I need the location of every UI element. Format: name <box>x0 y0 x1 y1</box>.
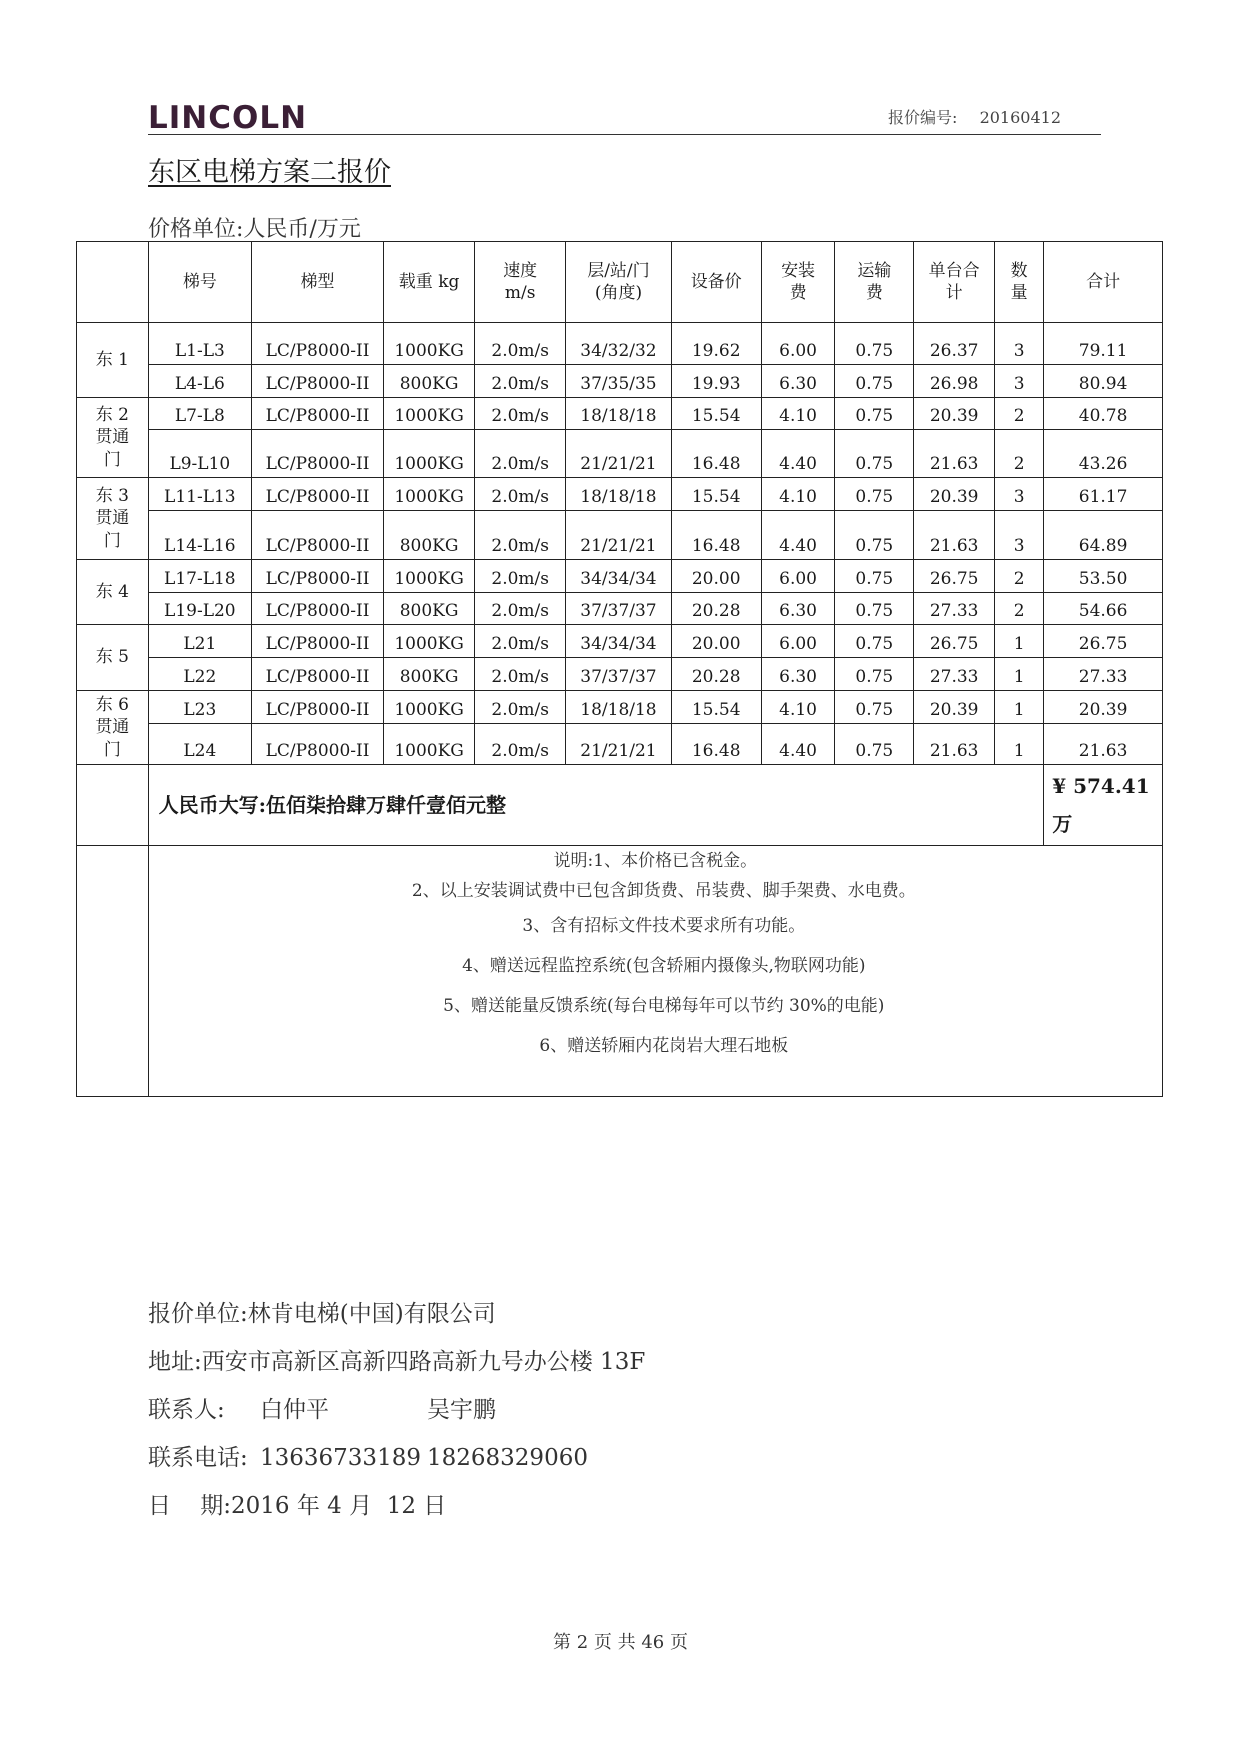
cell-speed: 2.0m/s <box>475 365 566 398</box>
cell-floors: 34/34/34 <box>566 560 671 593</box>
table-row <box>77 724 1163 765</box>
total-row-blank <box>77 765 149 846</box>
contact-persons <box>148 1386 645 1434</box>
cell-speed: 2.0m/s <box>475 511 566 560</box>
cell-total: 43.26 <box>1044 430 1163 478</box>
cell-no: L24 <box>148 724 251 765</box>
cell-no: L7-L8 <box>148 398 251 430</box>
cell-equipment: 19.62 <box>671 323 761 365</box>
cell-qty: 1 <box>995 658 1044 691</box>
document-title: 东区电梯方案二报价 <box>148 157 391 188</box>
cell-unit-total: 26.98 <box>914 365 995 398</box>
cell-no: L14-L16 <box>148 511 251 560</box>
table-row <box>77 593 1163 625</box>
col-header-speed: 速度 m/s <box>475 242 566 323</box>
cell-equipment: 16.48 <box>671 511 761 560</box>
cell-floors: 34/32/32 <box>566 323 671 365</box>
cell-unit-total: 26.75 <box>914 560 995 593</box>
col-header-transport: 运输 费 <box>835 242 914 323</box>
table-row <box>77 691 1163 724</box>
cell-speed: 2.0m/s <box>475 724 566 765</box>
cell-equipment: 20.00 <box>671 560 761 593</box>
cell-unit-total: 21.63 <box>914 430 995 478</box>
col-header-floors: 层/站/门 (角度) <box>566 242 671 323</box>
cell-type: LC/P8000-II <box>252 593 384 625</box>
cell-type: LC/P8000-II <box>252 560 384 593</box>
cell-equipment: 16.48 <box>671 430 761 478</box>
cell-qty: 1 <box>995 724 1044 765</box>
total-row <box>77 765 1163 846</box>
cell-unit-total: 26.75 <box>914 625 995 658</box>
col-header-load: 载重 kg <box>384 242 475 323</box>
cell-load: 1000KG <box>384 724 475 765</box>
table-row <box>77 323 1163 365</box>
cell-type: LC/P8000-II <box>252 724 384 765</box>
cell-no: L21 <box>148 625 251 658</box>
cell-equipment: 15.54 <box>671 691 761 724</box>
cell-transport: 0.75 <box>835 658 914 691</box>
col-header-type: 梯型 <box>252 242 384 323</box>
company-logo: LINCOLN <box>148 100 308 136</box>
cell-equipment: 20.28 <box>671 658 761 691</box>
col-header-group <box>77 242 149 323</box>
cell-unit-total: 20.39 <box>914 478 995 511</box>
table-header-row <box>77 242 1163 323</box>
cell-install: 4.10 <box>761 398 835 430</box>
quote-number <box>888 105 1061 128</box>
footer-contact-block <box>148 1290 645 1530</box>
cell-load: 1000KG <box>384 323 475 365</box>
cell-transport: 0.75 <box>835 511 914 560</box>
cell-transport: 0.75 <box>835 398 914 430</box>
phone-number: 18268329060 <box>427 1445 588 1471</box>
quotation-table <box>76 241 1163 1097</box>
col-header-equipment: 设备价 <box>671 242 761 323</box>
cell-transport: 0.75 <box>835 593 914 625</box>
phone-label: 联系电话: <box>148 1445 248 1471</box>
col-header-unit-total: 单台合 计 <box>914 242 995 323</box>
cell-type: LC/P8000-II <box>252 691 384 724</box>
cell-equipment: 15.54 <box>671 478 761 511</box>
cell-qty: 2 <box>995 560 1044 593</box>
cell-floors: 21/21/21 <box>566 430 671 478</box>
cell-floors: 21/21/21 <box>566 724 671 765</box>
cell-qty: 1 <box>995 691 1044 724</box>
cell-load: 1000KG <box>384 398 475 430</box>
cell-install: 6.00 <box>761 560 835 593</box>
quote-date <box>148 1482 645 1530</box>
cell-load: 1000KG <box>384 430 475 478</box>
cell-floors: 21/21/21 <box>566 511 671 560</box>
cell-install: 4.40 <box>761 511 835 560</box>
cell-floors: 18/18/18 <box>566 478 671 511</box>
notes-row-blank <box>77 846 149 1097</box>
group-label: 东 1 <box>77 323 149 398</box>
cell-type: LC/P8000-II <box>252 478 384 511</box>
cell-unit-total: 20.39 <box>914 691 995 724</box>
cell-speed: 2.0m/s <box>475 560 566 593</box>
cell-transport: 0.75 <box>835 365 914 398</box>
cell-floors: 37/37/37 <box>566 593 671 625</box>
cell-qty: 1 <box>995 625 1044 658</box>
table-row <box>77 365 1163 398</box>
table-row <box>77 658 1163 691</box>
cell-total: 61.17 <box>1044 478 1163 511</box>
table-row <box>77 625 1163 658</box>
cell-qty: 2 <box>995 398 1044 430</box>
col-header-install: 安装 费 <box>761 242 835 323</box>
cell-transport: 0.75 <box>835 430 914 478</box>
table-row <box>77 430 1163 478</box>
cell-no: L1-L3 <box>148 323 251 365</box>
cell-load: 800KG <box>384 658 475 691</box>
header-divider <box>148 134 1101 135</box>
cell-load: 800KG <box>384 365 475 398</box>
cell-transport: 0.75 <box>835 625 914 658</box>
date-label: 日 期: <box>148 1493 231 1519</box>
cell-no: L22 <box>148 658 251 691</box>
cell-load: 1000KG <box>384 560 475 593</box>
note-line: 5、赠送能量反馈系统(每台电梯每年可以节约 30%的电能) <box>443 996 885 1016</box>
cell-total: 40.78 <box>1044 398 1163 430</box>
cell-type: LC/P8000-II <box>252 658 384 691</box>
phone-number: 13636733189 <box>260 1445 421 1471</box>
cell-no: L17-L18 <box>148 560 251 593</box>
cell-transport: 0.75 <box>835 478 914 511</box>
cell-total: 54.66 <box>1044 593 1163 625</box>
group-label: 东 4 <box>77 560 149 625</box>
cell-transport: 0.75 <box>835 323 914 365</box>
contact-label: 联系人: <box>148 1397 225 1423</box>
cell-install: 6.30 <box>761 593 835 625</box>
col-header-qty: 数 量 <box>995 242 1044 323</box>
amount-in-words: 人民币大写:伍佰柒拾肆万肆仟壹佰元整 <box>148 765 1044 846</box>
cell-speed: 2.0m/s <box>475 430 566 478</box>
cell-transport: 0.75 <box>835 691 914 724</box>
cell-load: 1000KG <box>384 478 475 511</box>
cell-equipment: 16.48 <box>671 724 761 765</box>
cell-install: 6.30 <box>761 365 835 398</box>
contact-phones <box>148 1434 645 1482</box>
cell-load: 800KG <box>384 511 475 560</box>
notes-cell <box>148 846 1162 1097</box>
cell-speed: 2.0m/s <box>475 658 566 691</box>
cell-qty: 2 <box>995 430 1044 478</box>
cell-no: L4-L6 <box>148 365 251 398</box>
cell-unit-total: 20.39 <box>914 398 995 430</box>
cell-speed: 2.0m/s <box>475 478 566 511</box>
cell-total: 26.75 <box>1044 625 1163 658</box>
col-header-total: 合计 <box>1044 242 1163 323</box>
cell-install: 6.00 <box>761 625 835 658</box>
cell-load: 800KG <box>384 593 475 625</box>
cell-floors: 18/18/18 <box>566 398 671 430</box>
group-label: 东 6 贯通 门 <box>77 691 149 765</box>
cell-unit-total: 21.63 <box>914 724 995 765</box>
cell-equipment: 15.54 <box>671 398 761 430</box>
group-label: 东 3 贯通 门 <box>77 478 149 560</box>
cell-floors: 34/34/34 <box>566 625 671 658</box>
cell-no: L9-L10 <box>148 430 251 478</box>
cell-qty: 3 <box>995 511 1044 560</box>
cell-type: LC/P8000-II <box>252 430 384 478</box>
cell-no: L11-L13 <box>148 478 251 511</box>
cell-equipment: 19.93 <box>671 365 761 398</box>
cell-qty: 2 <box>995 593 1044 625</box>
group-label: 东 5 <box>77 625 149 691</box>
cell-floors: 37/37/37 <box>566 658 671 691</box>
cell-unit-total: 27.33 <box>914 593 995 625</box>
cell-type: LC/P8000-II <box>252 323 384 365</box>
cell-total: 27.33 <box>1044 658 1163 691</box>
cell-total: 79.11 <box>1044 323 1163 365</box>
cell-type: LC/P8000-II <box>252 365 384 398</box>
note-line: 4、赠送远程监控系统(包含轿厢内摄像头,物联网功能) <box>462 956 866 976</box>
cell-load: 1000KG <box>384 625 475 658</box>
cell-load: 1000KG <box>384 691 475 724</box>
date-value: 2016 年 4 月 12 日 <box>231 1493 447 1519</box>
quote-number-label: 报价编号: <box>887 108 958 127</box>
cell-speed: 2.0m/s <box>475 323 566 365</box>
col-header-no: 梯号 <box>148 242 251 323</box>
cell-total: 80.94 <box>1044 365 1163 398</box>
cell-speed: 2.0m/s <box>475 625 566 658</box>
cell-qty: 3 <box>995 365 1044 398</box>
note-line: 3、含有招标文件技术要求所有功能。 <box>522 916 806 936</box>
cell-unit-total: 21.63 <box>914 511 995 560</box>
table-row <box>77 511 1163 560</box>
cell-transport: 0.75 <box>835 724 914 765</box>
note-line: 2、以上安装调试费中已包含卸货费、吊装费、脚手架费、水电费。 <box>411 881 916 901</box>
cell-no: L19-L20 <box>148 593 251 625</box>
cell-type: LC/P8000-II <box>252 398 384 430</box>
price-unit: 价格单位:人民币/万元 <box>148 217 361 242</box>
cell-total: 21.63 <box>1044 724 1163 765</box>
table-row <box>77 398 1163 430</box>
cell-transport: 0.75 <box>835 560 914 593</box>
cell-speed: 2.0m/s <box>475 691 566 724</box>
notes-row <box>77 846 1163 1097</box>
cell-qty: 3 <box>995 323 1044 365</box>
quoting-company: 报价单位:林肯电梯(中国)有限公司 <box>148 1301 496 1327</box>
page-number: 第 2 页 共 46 页 <box>553 1632 688 1653</box>
cell-type: LC/P8000-II <box>252 511 384 560</box>
cell-install: 4.40 <box>761 430 835 478</box>
cell-qty: 3 <box>995 478 1044 511</box>
note-line: 6、赠送轿厢内花岗岩大理石地板 <box>539 1036 789 1056</box>
quote-number-value: 20160412 <box>979 108 1061 127</box>
cell-install: 4.10 <box>761 478 835 511</box>
grand-total: ¥ 574.41 万 <box>1044 765 1163 846</box>
cell-unit-total: 26.37 <box>914 323 995 365</box>
table-row <box>77 478 1163 511</box>
cell-install: 6.30 <box>761 658 835 691</box>
cell-total: 64.89 <box>1044 511 1163 560</box>
note-line: 说明:1、本价格已含税金。 <box>553 851 758 871</box>
cell-speed: 2.0m/s <box>475 593 566 625</box>
cell-floors: 18/18/18 <box>566 691 671 724</box>
group-label: 东 2 贯通 门 <box>77 398 149 478</box>
table-row <box>77 560 1163 593</box>
cell-total: 53.50 <box>1044 560 1163 593</box>
cell-floors: 37/35/35 <box>566 365 671 398</box>
cell-no: L23 <box>148 691 251 724</box>
company-address: 地址:西安市高新区高新四路高新九号办公楼 13F <box>148 1349 646 1375</box>
cell-equipment: 20.28 <box>671 593 761 625</box>
cell-type: LC/P8000-II <box>252 625 384 658</box>
cell-install: 6.00 <box>761 323 835 365</box>
cell-speed: 2.0m/s <box>475 398 566 430</box>
contact-person: 吴宇鹏 <box>427 1397 496 1423</box>
cell-unit-total: 27.33 <box>914 658 995 691</box>
cell-install: 4.40 <box>761 724 835 765</box>
cell-equipment: 20.00 <box>671 625 761 658</box>
contact-person: 白仲平 <box>260 1397 329 1423</box>
cell-install: 4.10 <box>761 691 835 724</box>
cell-total: 20.39 <box>1044 691 1163 724</box>
